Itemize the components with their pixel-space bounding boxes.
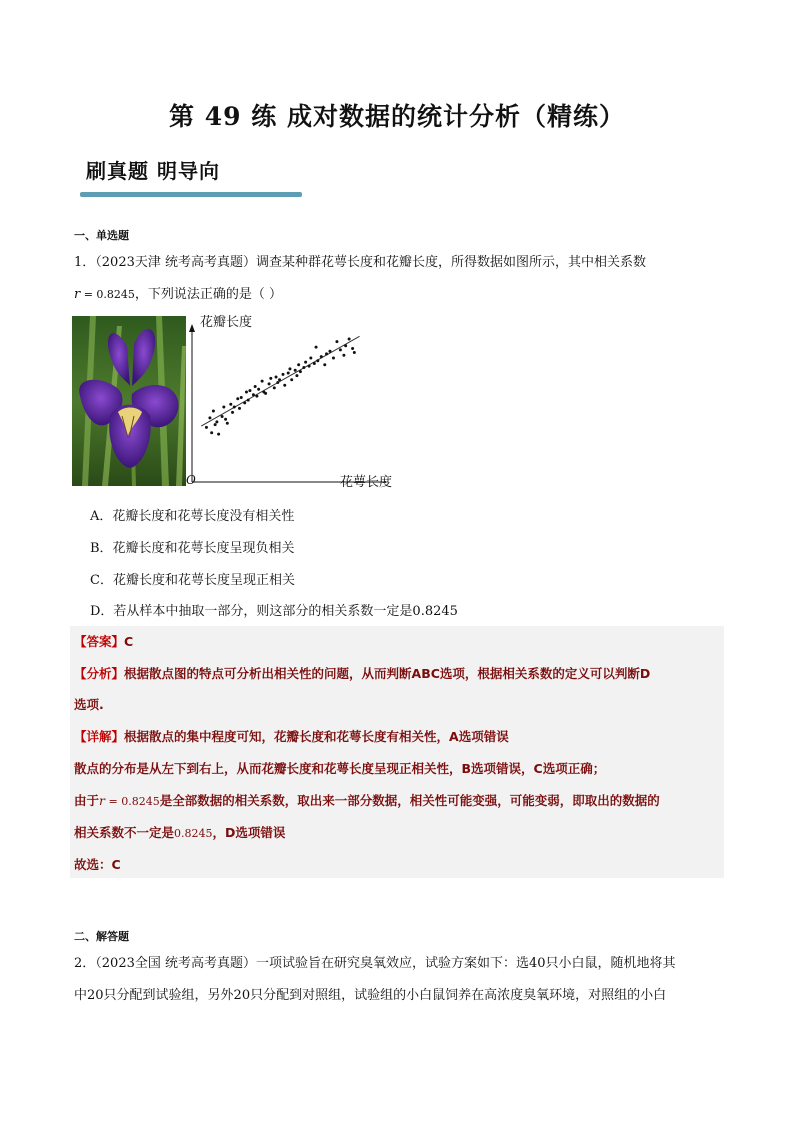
scatter-point — [217, 433, 220, 436]
scatter-point — [243, 401, 246, 404]
scatter-point — [297, 363, 300, 366]
scatter-point — [229, 403, 232, 406]
analysis-line-2: 选项. — [74, 697, 104, 712]
scatter-point — [261, 380, 264, 383]
answer-line — [74, 632, 133, 650]
scatter-point — [348, 337, 351, 340]
scatter-point — [332, 357, 335, 360]
scatter-point — [302, 366, 305, 369]
scatter-point — [264, 392, 267, 395]
x-axis-label: 花萼长度 — [340, 475, 393, 490]
scatter-point — [273, 386, 276, 389]
scatter-point — [208, 416, 211, 419]
scatter-point — [247, 399, 250, 402]
detail-4-value: 0.8245 — [174, 827, 213, 840]
scatter-point — [238, 407, 241, 410]
detail-4-text: ，D选项错误 — [212, 825, 286, 840]
scatter-point — [351, 347, 354, 350]
option-d: D．若从样本中抽取一部分，则这部分的相关系数一定是0.8245 — [90, 604, 458, 619]
origin-label: O — [186, 473, 196, 487]
scatter-point — [344, 344, 347, 347]
detail-line-4 — [74, 823, 285, 841]
scatter-point — [308, 365, 311, 368]
scatter-point — [288, 367, 291, 370]
scatter-point — [290, 378, 293, 381]
scatter-point — [268, 382, 271, 385]
section-heading-answer: 二、解答题 — [74, 930, 129, 943]
scatter-point — [212, 410, 215, 413]
scatter-point — [313, 362, 316, 365]
scatter-point — [248, 389, 251, 392]
question-1-stem: ，下列说法正确的是（ ） — [134, 287, 283, 302]
scatter-point — [275, 376, 278, 379]
y-axis-arrow — [189, 324, 195, 332]
scatter-point — [295, 374, 298, 377]
scatter-point — [205, 426, 208, 429]
answer-tag: 【答案】 — [74, 634, 125, 649]
conclusion: 故选：C — [74, 857, 121, 872]
scatter-point — [231, 411, 234, 414]
detail-3-r: r — [99, 793, 105, 808]
section-heading-single-choice: 一、单选题 — [74, 229, 129, 242]
scatter-point — [257, 388, 260, 391]
scatter-point — [215, 420, 218, 423]
scatter-point — [221, 415, 224, 418]
detail-3-prefix: 由于 — [74, 793, 100, 808]
r-variable: r — [74, 287, 81, 302]
scatter-point — [269, 377, 272, 380]
question-2-line-2: 中20只分配到试验组，另外20只分配到对照组，试验组的小白鼠饲养在高浓度臭氧环境，对照组的小白 — [74, 988, 667, 1003]
trend-line — [201, 336, 359, 426]
analysis-text: 根据散点图的特点可分析出相关性的问题，从而判断ABC选项，根据相关系数的定义可以判断D — [124, 666, 651, 681]
detail-line-1 — [74, 727, 509, 745]
scatter-point — [226, 422, 229, 425]
detail-line-2: 散点的分布是从左下到右上，从而花瓣长度和花萼长度呈现正相关性，B选项错误，C选项正确； — [74, 761, 606, 776]
scatter-point — [294, 369, 297, 372]
scatter-point — [224, 418, 227, 421]
page-title: 第 49 练 成对数据的统计分析（精练） — [169, 102, 625, 131]
scatter-point — [210, 431, 213, 434]
scatter-point — [342, 354, 345, 357]
scatter-point — [252, 393, 255, 396]
question-1-line-2 — [74, 283, 282, 302]
scatter-point — [278, 378, 281, 381]
option-c: C．花瓣长度和花萼长度呈现正相关 — [90, 573, 295, 588]
scatter-point — [320, 355, 323, 358]
option-b: B．花瓣长度和花萼长度呈现负相关 — [90, 541, 295, 556]
answer-value: C — [124, 634, 134, 649]
r-value: = 0.8245 — [80, 288, 135, 301]
scatter-points — [205, 337, 356, 435]
scatter-point — [287, 371, 290, 374]
scatter-point — [255, 395, 258, 398]
detail-3-value: = 0.8245 — [105, 795, 160, 808]
scatter-point — [309, 357, 312, 360]
scatter-point — [323, 363, 326, 366]
scatter-point — [335, 340, 338, 343]
scatter-point — [245, 391, 248, 394]
detail-text-1: 根据散点的集中程度可知，花瓣长度和花萼长度有相关性，A选项错误 — [124, 729, 509, 744]
scatter-point — [283, 384, 286, 387]
banner-underline — [80, 192, 302, 197]
scatter-point — [236, 397, 239, 400]
scatter-plot — [186, 310, 406, 494]
scatter-point — [240, 396, 243, 399]
scatter-point — [299, 370, 302, 373]
iris-flower-photo-icon — [72, 316, 186, 486]
question-1-line-1: 1．（2023天津 统考高考真题）调查某种群花萼长度和花瓣长度，所得数据如图所示，其中相关系数 — [74, 255, 646, 270]
question-2-line-1: 2．（2023全国 统考高考真题）一项试验旨在研究臭氧效应，试验方案如下：选40只小白鼠，随机地将其 — [74, 956, 676, 971]
y-axis-label: 花瓣长度 — [200, 315, 253, 330]
scatter-point — [214, 423, 217, 426]
scatter-point — [222, 405, 225, 408]
option-a: A．花瓣长度和花萼长度没有相关性 — [90, 509, 295, 524]
scatter-point — [276, 381, 279, 384]
scatter-point — [339, 348, 342, 351]
scatter-point — [316, 359, 319, 362]
scatter-point — [304, 361, 307, 364]
detail-4-prefix: 相关系数不一定是 — [74, 825, 175, 840]
detail-tag: 【详解】 — [74, 729, 125, 744]
scatter-point — [328, 350, 331, 353]
section-banner: 刷真题 明导向 — [86, 159, 220, 183]
scatter-point — [353, 351, 356, 354]
detail-line-3 — [74, 791, 660, 809]
detail-3-text: 是全部数据的相关系数，取出来一部分数据，相关性可能变强，可能变弱，即取出的数据的 — [159, 793, 660, 808]
scatter-point — [254, 385, 257, 388]
scatter-point — [282, 373, 285, 376]
scatter-point — [325, 352, 328, 355]
analysis-line-1 — [74, 664, 650, 682]
analysis-tag: 【分析】 — [74, 666, 125, 681]
scatter-point — [315, 346, 318, 349]
scatter-point — [233, 405, 236, 408]
